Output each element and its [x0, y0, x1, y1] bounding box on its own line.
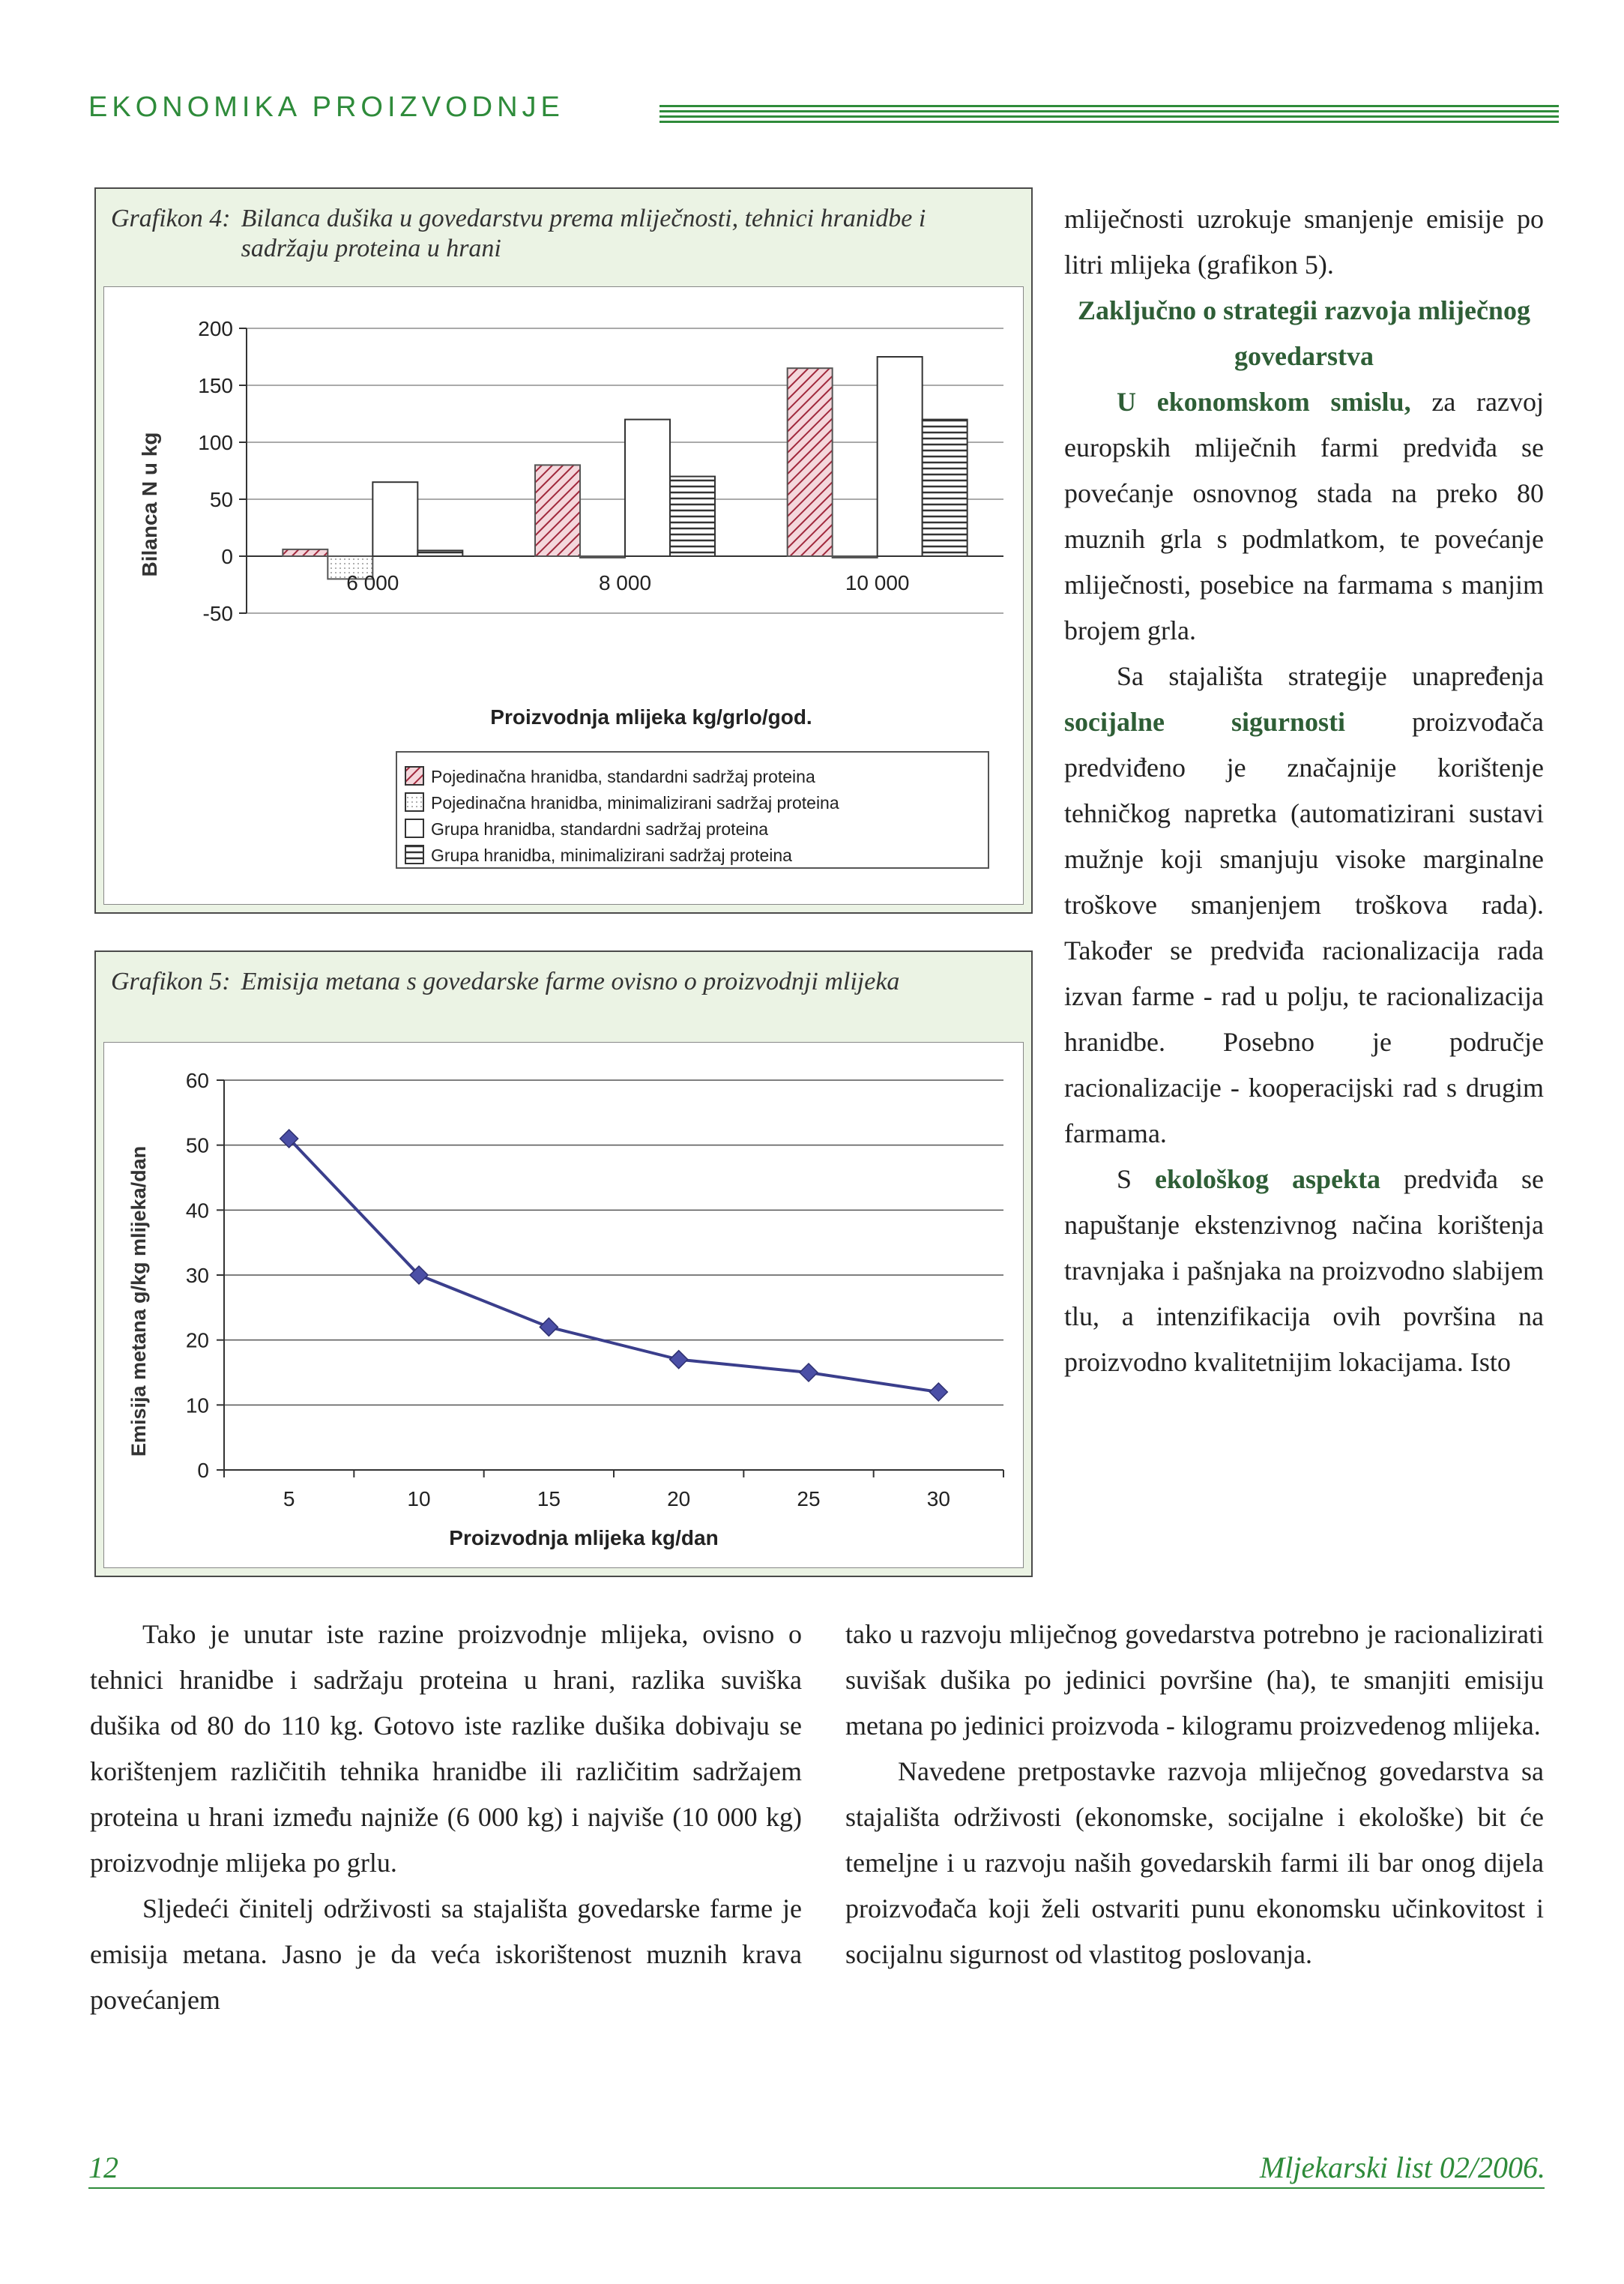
x-tick-label: 20 [667, 1487, 691, 1510]
paragraph: Navedene pretpostavke razvoja mliječnog govedarstva sa stajališta održivosti (ekonomske, socijalne i ekološke) bit će temeljne i u razvoju naših govedarskih farmi ili bar onog dijela proizvođača koji želi ostvariti punu ekonomsku učinkovitost i socijalnu sigurnost od vlastitog poslovanja. [845, 1756, 1544, 1969]
section-header: EKONOMIKA PROIZVODNJE [88, 91, 564, 123]
x-tick-label: 10 [407, 1487, 431, 1510]
figure-4-caption [96, 189, 1031, 264]
nitrogen-bar-chart [104, 287, 1023, 904]
paragraph: Sljedeći činitelj održivosti sa stajališta govedarske farme je emisija metana. Jasno je da veća iskorištenost muznih krava povećanjem [90, 1893, 802, 2015]
figure-5-caption [96, 952, 1031, 997]
section-heading: Zaključno o strategii razvoja mliječnog govedarstva [1078, 295, 1530, 371]
footer-rule [88, 2187, 1545, 2189]
y-axis-label: Bilanca N u kg [138, 432, 161, 577]
legend-swatch [405, 793, 423, 811]
data-point-marker [800, 1364, 818, 1381]
text: za razvoj europskih mliječnih farmi predviđa se povećanje osnovnog stada na preko 80 muznih grla s podmlatkom, te povećanje mliječnosti, posebice na farmama s manjim brojem grla. [1064, 387, 1544, 645]
paragraph: tako u razvoju mliječnog govedarstva potrebno je racionalizirati suvišak dušika po jedinici površine (ha), te smanjiti emisiju metana po jedinici proizvoda - kilogramu proizvedenog mlijeka. [845, 1619, 1544, 1741]
figure-4-chart-area [103, 286, 1024, 905]
bar [788, 368, 833, 556]
methane-series-line [289, 1139, 939, 1392]
methane-line-chart [104, 1043, 1023, 1567]
y-tick-label: 50 [185, 1133, 209, 1157]
x-tick-label: 5 [283, 1487, 295, 1510]
bar [670, 477, 715, 556]
y-tick-label: 20 [185, 1328, 209, 1352]
paragraph: Tako je unutar iste razine proizvodnje mlijeka, ovisno o tehnici hranidbe i sadržaju proteina u hrani, razlika suviška dušika od 80 do 110 kg. Gotovo iste razlike dušika dobivaju se korištenjem različitih tehnika hranidbe ili različitim sadržajem proteina u hrani između najniže (6 000 kg) i najviše (10 000 kg) proizvodnje mlijeka po grlu. [90, 1619, 802, 1878]
text: Sa stajališta strategije unapređenja [1117, 661, 1544, 691]
legend-swatch [405, 767, 423, 785]
y-tick-label: 50 [209, 488, 233, 511]
bottom-right-column-text [845, 1612, 1544, 1977]
bar [283, 549, 327, 556]
paragraph [1064, 379, 1544, 654]
paragraph [1064, 1157, 1544, 1385]
x-tick-label: 8 000 [598, 571, 652, 594]
y-tick-label: -50 [202, 602, 233, 625]
legend-label: Pojedinačna hranidba, minimalizirani sadržaj proteina [431, 793, 839, 813]
y-tick-label: 150 [198, 374, 233, 397]
x-tick-label: 30 [926, 1487, 950, 1510]
bar [878, 357, 923, 556]
x-tick-label: 25 [797, 1487, 821, 1510]
journal-name: Mljekarski list 02/2006. [1259, 2151, 1545, 2184]
x-axis-label: Proizvodnja mlijeka kg/grlo/god. [490, 705, 812, 729]
figure-4-title: Bilanca dušika u govedarstvu prema mliječnosti, tehnici hranidbe i sadržaju proteina u hrani [241, 205, 926, 262]
y-tick-label: 100 [198, 431, 233, 454]
left-column-text [90, 1612, 802, 2023]
figure-5 [94, 950, 1033, 1577]
x-tick-label: 10 000 [845, 571, 910, 594]
paragraph: mliječnosti uzrokuje smanjenje emisije po litri mlijeka (grafikon 5). [1064, 204, 1544, 280]
legend [396, 752, 988, 868]
text: predviđa se napuštanje ekstenzivnog načina korištenja travnjaka i pašnjaka na proizvodno slabijem tlu, a intenzifikacija ovih površina na proizvodno kvalitetnijim lokacijama. Isto [1064, 1164, 1544, 1377]
text: S [1117, 1164, 1156, 1194]
y-tick-label: 0 [221, 545, 233, 568]
figure-5-label: Grafikon 5: [111, 968, 231, 995]
right-column-text [1064, 196, 1544, 1385]
y-tick-label: 10 [185, 1393, 209, 1417]
figure-4 [94, 187, 1033, 914]
figure-5-title: Emisija metana s govedarske farme ovisno o proizvodnji mlijeka [241, 968, 900, 995]
bold-phrase: ekološkog aspekta [1155, 1164, 1381, 1194]
paragraph [1064, 654, 1544, 1157]
bar [417, 550, 462, 556]
y-axis-label: Emisija metana g/kg mlijeka/dan [127, 1145, 150, 1457]
bar [372, 482, 417, 556]
legend-label: Grupa hranidba, minimalizirani sadržaj proteina [431, 846, 792, 865]
y-tick-label: 60 [185, 1069, 209, 1092]
data-point-marker [670, 1351, 688, 1369]
bar [923, 420, 968, 556]
figure-4-label: Grafikon 4: [111, 205, 231, 232]
data-point-marker [929, 1383, 947, 1401]
x-tick-label: 15 [537, 1487, 561, 1510]
y-tick-label: 30 [185, 1264, 209, 1287]
text: proizvođača predviđeno je značajnije korištenje tehničkog napretka (automatizirani sustavi mužnje koji smanjuju visoke marginalne troškove smanjenjem troškova rada). Također se predviđa racionalizacija rada izvan farme - rad u polju, te racionalizacija hranidbe. Posebno je područje racionalizacije - kooperacijski rad s drugim farmama. [1064, 707, 1545, 1148]
y-tick-label: 200 [198, 317, 233, 340]
page-number: 12 [88, 2151, 118, 2184]
data-point-marker [540, 1318, 558, 1336]
legend-label: Grupa hranidba, standardni sadržaj proteina [431, 819, 769, 839]
bar [580, 556, 625, 558]
legend-label: Pojedinačna hranidba, standardni sadržaj proteina [431, 767, 815, 786]
bold-phrase: socijalne sigurnosti [1064, 707, 1346, 737]
x-axis-label: Proizvodnja mlijeka kg/dan [449, 1526, 719, 1549]
bar [833, 556, 878, 558]
bold-phrase: U ekonomskom smislu, [1117, 387, 1411, 417]
legend-swatch [405, 819, 423, 837]
bar [535, 465, 580, 556]
header-rule [659, 105, 1559, 124]
legend-swatch [405, 846, 423, 864]
figure-5-chart-area [103, 1042, 1024, 1568]
y-tick-label: 40 [185, 1199, 209, 1223]
bar [625, 420, 670, 556]
x-tick-label: 6 000 [346, 571, 399, 594]
y-tick-label: 0 [197, 1459, 209, 1482]
